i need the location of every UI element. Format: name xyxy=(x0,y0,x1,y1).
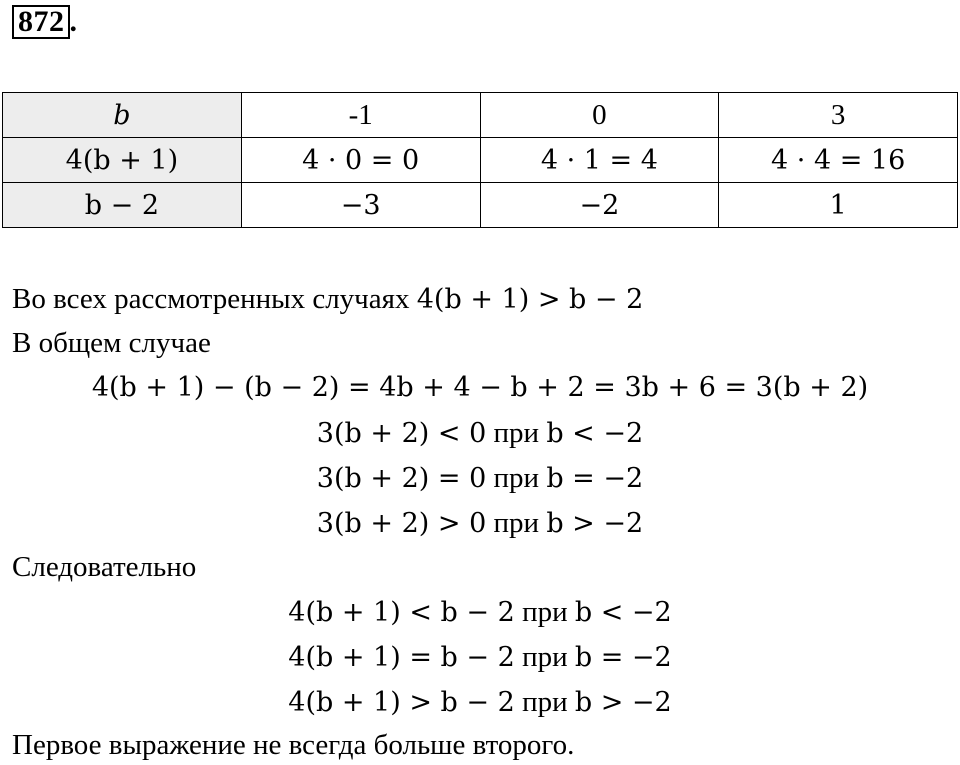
statement-line xyxy=(12,282,643,317)
problem-number-suffix: . xyxy=(69,5,78,38)
statement-text: Во всех рассмотренных случаях xyxy=(12,283,417,315)
case-word: при xyxy=(514,686,575,718)
table-cell: 4 · 0 = 0 xyxy=(241,138,480,183)
case-rhs: b = −2 xyxy=(574,642,672,673)
table-head-cell: b xyxy=(3,93,242,138)
therefore-line: Следовательно xyxy=(12,551,197,583)
table-row xyxy=(3,138,958,183)
values-table xyxy=(2,92,958,228)
case-word: при xyxy=(486,507,547,539)
conclusion-case-line xyxy=(0,640,960,675)
problem-number-box: 872 xyxy=(12,5,70,39)
case-line xyxy=(0,461,960,496)
table-cell: -1 xyxy=(241,93,480,138)
table-cell: 3 xyxy=(719,93,958,138)
case-line xyxy=(0,506,960,541)
table-cell: 0 xyxy=(480,93,719,138)
table-cell: 1 xyxy=(719,183,958,228)
case-word: при xyxy=(486,462,547,494)
case-word: при xyxy=(514,596,575,628)
table-row xyxy=(3,93,958,138)
case-line xyxy=(0,416,960,451)
table-cell: 4 · 4 = 16 xyxy=(719,138,958,183)
table-cell: −2 xyxy=(480,183,719,228)
table-cell: −3 xyxy=(241,183,480,228)
case-rhs: b > −2 xyxy=(546,508,644,539)
final-conclusion: Первое выражение не всегда больше второго. xyxy=(12,729,575,761)
case-lhs: 4(b + 1) = b − 2 xyxy=(288,642,515,673)
case-rhs: b < −2 xyxy=(546,418,644,449)
main-equation-formula: 4(b + 1) − (b − 2) = 4b + 4 − b + 2 = 3b + 6 = 3(b + 2) xyxy=(91,372,869,403)
case-lhs: 4(b + 1) < b − 2 xyxy=(288,597,515,628)
table-cell: 4 · 1 = 4 xyxy=(480,138,719,183)
table-row xyxy=(3,183,958,228)
case-rhs: b = −2 xyxy=(546,463,644,494)
main-equation xyxy=(0,370,960,405)
case-lhs: 3(b + 2) = 0 xyxy=(316,463,487,494)
case-lhs: 4(b + 1) > b − 2 xyxy=(288,687,515,718)
case-word: при xyxy=(514,641,575,673)
general-case-line: В общем случае xyxy=(12,327,211,359)
case-word: при xyxy=(486,417,547,449)
statement-formula: 4(b + 1) > b − 2 xyxy=(416,284,644,315)
case-lhs: 3(b + 2) < 0 xyxy=(316,418,487,449)
case-rhs: b > −2 xyxy=(574,687,672,718)
conclusion-case-line xyxy=(0,595,960,630)
conclusion-case-line xyxy=(0,685,960,720)
case-lhs: 3(b + 2) > 0 xyxy=(316,508,487,539)
table-head-cell: b − 2 xyxy=(3,183,242,228)
table-head-cell: 4(b + 1) xyxy=(3,138,242,183)
problem-number xyxy=(12,5,78,39)
case-rhs: b < −2 xyxy=(574,597,672,628)
